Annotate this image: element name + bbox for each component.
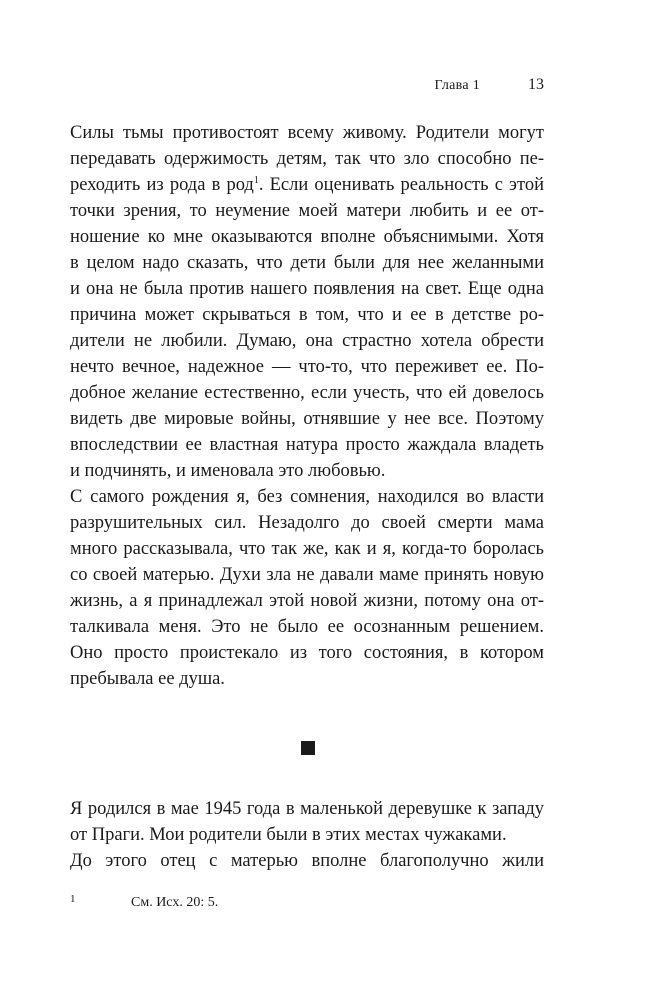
text-line: видеть две мировые войны, отнявшие у нее все. Поэтому (70, 409, 544, 429)
text-line: ношение ко мне оказываются вполне объяснимыми. Хотя (70, 227, 544, 247)
text-line: добное желание естественно, если учесть, что ей довелось (70, 383, 544, 403)
footnote-reference[interactable]: 1 (253, 174, 259, 186)
text-line: До этого отец с матерью вполне благополучно жили (70, 851, 544, 871)
text-line: со своей матерью. Духи зла не давали маме принять новую (70, 565, 544, 585)
text-line: С самого рождения я, без сомнения, находился во власти (70, 487, 544, 507)
footnote-text: См. Исх. 20: 5. (131, 895, 219, 910)
text-line: жизнь, а я принадлежал этой новой жизни, потому она от- (70, 591, 544, 611)
text-line: в целом надо сказать, что дети были для нее желанными (70, 253, 544, 273)
text-line: впоследствии ее властная натура просто жаждала владеть (70, 435, 544, 455)
chapter-title: Глава 1 (434, 78, 480, 93)
footnote-mark: 1 (70, 893, 76, 905)
text-line: и она не была против нашего появления на свет. Еще одна (70, 279, 544, 299)
text-line: Оно просто проистекало из того состояния, в котором (70, 643, 544, 663)
text-line (70, 172, 544, 198)
section-break-square (301, 741, 315, 755)
text-line: точки зрения, то неумение моей матери любить и ее от- (70, 201, 544, 221)
text-line: от Праги. Мои родители были в этих местах чужаками. (70, 825, 507, 845)
text-line: передавать одержимость детям, так что зло способно пе- (70, 149, 544, 169)
text-line: пребывала ее душа. (70, 669, 225, 689)
text-line: разрушительных сил. Незадолго до своей смерти мама (70, 513, 544, 533)
text-line: причина может скрываться в том, что и ее в детстве ро- (70, 305, 544, 325)
page-number: 13 (528, 76, 544, 93)
running-header (70, 76, 544, 98)
text-line: нечто вечное, надежное — что-то, что переживет ее. По- (70, 357, 544, 377)
text-line: дители не любили. Думаю, она страстно хотела обрести (70, 331, 544, 351)
text-line-end: . Если оценивать реальность с этой (258, 175, 544, 195)
text-line-start: реходить из рода в род (70, 175, 254, 195)
text-line: талкивала меня. Это не было ее осознанным решением. (70, 617, 544, 637)
text-line: Силы тьмы противостоят всему живому. Родители могут (70, 123, 544, 143)
text-line: Я родился в мае 1945 года в маленькой деревушке к западу (70, 799, 544, 819)
text-line: много рассказывала, что так же, как и я, когда-то боролась (70, 539, 544, 559)
text-line: и подчинять, и именовала это любовью. (70, 461, 386, 481)
